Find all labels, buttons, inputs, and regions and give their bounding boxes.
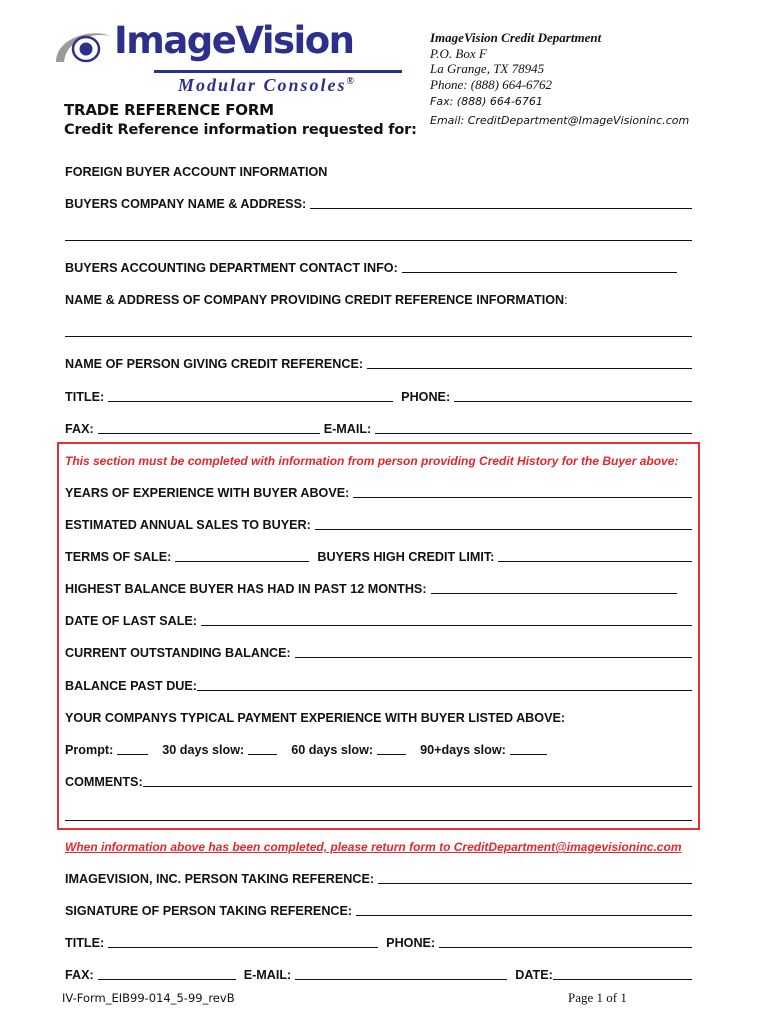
internal-fax-email-date-row [65, 966, 692, 982]
eye-logo-icon [52, 26, 112, 66]
company-logo [48, 14, 368, 104]
return-form-note: When information above has been completed, please return form to CreditDepartment@imagevisioninc.com [65, 840, 682, 854]
slow-30-field[interactable] [248, 754, 277, 755]
person-row [65, 355, 692, 371]
last-sale-field[interactable] [201, 625, 692, 626]
sales-field[interactable] [315, 529, 692, 530]
internal-person-label: IMAGEVISION, INC. PERSON TAKING REFERENCE: [65, 872, 375, 886]
years-field[interactable] [353, 497, 692, 498]
signature-row [65, 902, 692, 918]
past-due-row [65, 677, 692, 693]
last-sale-row [65, 612, 692, 628]
internal-date-label: DATE: [515, 968, 553, 982]
phone-field[interactable] [454, 401, 692, 402]
form-subtitle: Credit Reference information requested for: [64, 122, 417, 138]
highest-balance-label: HIGHEST BALANCE BUYER HAS HAD IN PAST 12 MONTHS: [65, 582, 427, 596]
sales-row [65, 516, 692, 532]
signature-field[interactable] [356, 915, 692, 916]
email-line: Email: CreditDepartment@ImageVisioninc.com [430, 114, 690, 127]
title-field[interactable] [108, 401, 393, 402]
credit-limit-label: BUYERS HIGH CREDIT LIMIT: [317, 550, 495, 564]
prompt-field[interactable] [117, 754, 148, 755]
company-field-line-2[interactable] [65, 240, 692, 241]
contact-field[interactable] [402, 272, 677, 273]
phone-line: Phone: (888) 664-6762 [430, 76, 553, 92]
credit-limit-field[interactable] [498, 561, 692, 562]
internal-title-label: TITLE: [65, 936, 105, 950]
comments-field-line-2[interactable] [65, 820, 692, 821]
phone-label: PHONE: [401, 390, 451, 404]
slow-60-label: 60 days slow: [291, 743, 374, 757]
past-due-label: BALANCE PAST DUE: [65, 679, 198, 693]
slow-90-label: 90+days slow: [420, 743, 506, 757]
internal-title-field[interactable] [108, 947, 378, 948]
section-heading: FOREIGN BUYER ACCOUNT INFORMATION [65, 165, 328, 179]
fax-line: Fax: (888) 664-6761 [430, 95, 543, 108]
outstanding-row [65, 644, 692, 660]
company-field[interactable] [310, 208, 692, 209]
section-heading-row [65, 163, 692, 179]
slow-60-field[interactable] [377, 754, 406, 755]
internal-title-phone-row [65, 934, 692, 950]
ref-company-label: NAME & ADDRESS OF COMPANY PROVIDING CREDIT REFERENCE INFORMATION: [65, 293, 568, 307]
title-phone-row [65, 388, 692, 404]
contact-row [65, 259, 692, 275]
sales-label: ESTIMATED ANNUAL SALES TO BUYER: [65, 518, 311, 532]
years-row [65, 484, 692, 500]
past-due-field[interactable] [197, 690, 692, 691]
person-label: NAME OF PERSON GIVING CREDIT REFERENCE: [65, 357, 364, 371]
payment-row [65, 709, 692, 725]
slow-30-label: 30 days slow: [162, 743, 245, 757]
fax-label: FAX: [65, 422, 94, 436]
person-field[interactable] [367, 368, 692, 369]
comments-label: COMMENTS: [65, 775, 143, 789]
comments-field[interactable] [143, 786, 692, 787]
slow-90-field[interactable] [510, 754, 547, 755]
signature-label: SIGNATURE OF PERSON TAKING REFERENCE: [65, 904, 353, 918]
department-name: ImageVision Credit Department [430, 30, 602, 45]
fax-email-row [65, 420, 692, 436]
credit-history-box [57, 442, 700, 830]
outstanding-label: CURRENT OUTSTANDING BALANCE: [65, 646, 291, 660]
credit-section-instruction: This section must be completed with information from person providing Credit History for the Buyer above: [65, 454, 679, 468]
internal-phone-field[interactable] [439, 947, 692, 948]
highest-balance-field[interactable] [431, 593, 677, 594]
logo-rule [154, 70, 402, 73]
comments-row [65, 773, 692, 789]
page-number: Page 1 of 1 [568, 990, 627, 1005]
internal-email-label: E-MAIL: [243, 968, 292, 982]
logo-brand-name: ImageVision [114, 19, 354, 62]
contact-block [430, 30, 689, 130]
form-title: TRADE REFERENCE FORM [64, 101, 274, 119]
internal-email-field[interactable] [295, 979, 507, 980]
prompt-label: Prompt: [65, 743, 114, 757]
outstanding-field[interactable] [295, 657, 692, 658]
address-line-1: P.O. Box F [430, 45, 487, 61]
logo-tagline: Modular Consoles® [178, 75, 357, 95]
terms-field[interactable] [175, 561, 309, 562]
payment-label: YOUR COMPANYS TYPICAL PAYMENT EXPERIENCE WITH BUYER LISTED ABOVE: [65, 711, 566, 725]
company-row [65, 195, 692, 211]
email-label: E-MAIL: [323, 422, 372, 436]
years-label: YEARS OF EXPERIENCE WITH BUYER ABOVE: [65, 486, 350, 500]
email-field[interactable] [375, 433, 692, 434]
ref-company-row [65, 291, 692, 307]
internal-fax-label: FAX: [65, 968, 94, 982]
payment-options-row [65, 741, 692, 757]
terms-row [65, 548, 692, 564]
highest-balance-row [65, 580, 692, 596]
internal-phone-label: PHONE: [386, 936, 436, 950]
title-label: TITLE: [65, 390, 105, 404]
internal-person-field[interactable] [378, 883, 692, 884]
address-line-2: La Grange, TX 78945 [430, 61, 545, 76]
contact-label: BUYERS ACCOUNTING DEPARTMENT CONTACT INFO: [65, 261, 398, 275]
ref-company-field[interactable] [65, 336, 692, 337]
fax-field[interactable] [98, 433, 320, 434]
internal-fax-field[interactable] [98, 979, 236, 980]
internal-person-row [65, 870, 692, 886]
company-label: BUYERS COMPANY NAME & ADDRESS: [65, 197, 307, 211]
internal-date-field[interactable] [553, 979, 692, 980]
form-id: IV-Form_EIB99-014_5-99_revB [62, 991, 235, 1005]
terms-label: TERMS OF SALE: [65, 550, 172, 564]
last-sale-label: DATE OF LAST SALE: [65, 614, 197, 628]
